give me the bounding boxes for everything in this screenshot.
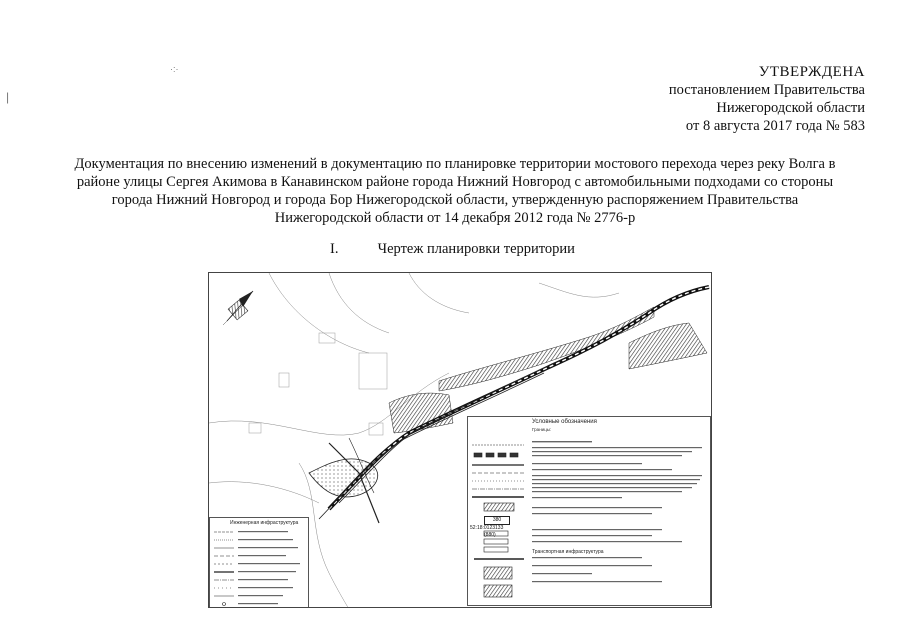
scan-artifact: ·:·: [170, 64, 179, 74]
approval-line: постановлением Правительства: [668, 82, 865, 98]
section-title: Чертеж планировки территории: [377, 241, 575, 257]
legend-text-lines: [532, 441, 702, 582]
approval-line: Нижегородской области: [716, 100, 865, 116]
river-bank-north: [439, 307, 654, 391]
document-title-line: Документация по внесению изменений в документацию по планировке территории мостового перехода через реку Волга в: [74, 156, 836, 172]
north-arrow-icon: [223, 291, 253, 325]
legend-subtitle: Границы:: [532, 427, 552, 432]
scan-artifact: |: [6, 90, 10, 104]
map-legend: [467, 416, 711, 606]
legend-code: 52:18:0123133: [470, 525, 504, 531]
approval-heading: УТВЕРЖДЕНА: [758, 64, 865, 80]
approval-line: от 8 августа 2017 года № 583: [685, 118, 865, 134]
section-number: I.: [330, 241, 339, 257]
engineering-legend-title: Инженерная инфраструктура: [230, 520, 299, 526]
planning-drawing: [208, 272, 712, 608]
legend-symbols: [468, 417, 712, 607]
document-title-line: города Нижний Новгород и города Бор Нижегородской области, утвержденную распоряжением Правительства: [111, 192, 799, 208]
legend-title: Условные обозначения: [532, 419, 597, 425]
legend-code: (880): [484, 532, 496, 538]
engineering-legend-symbols: [210, 518, 310, 608]
engineering-legend: [209, 517, 309, 608]
road-junction: [309, 438, 379, 523]
document-title: [40, 155, 870, 227]
legend-category: Транспортная инфраструктура: [532, 549, 604, 555]
document-title-line: Нижегородской области от 14 декабря 2012 года № 2776-р: [274, 210, 636, 226]
document-title-line: районе улицы Сергея Акимова в Канавинском районе города Нижний Новгород с автомобильными подходами со стороны: [76, 174, 834, 190]
section-heading: [0, 241, 905, 258]
legend-code: 380: [484, 516, 510, 525]
river-bank-east: [629, 323, 707, 369]
building-outlines: [249, 333, 387, 435]
approval-block: [565, 63, 865, 135]
